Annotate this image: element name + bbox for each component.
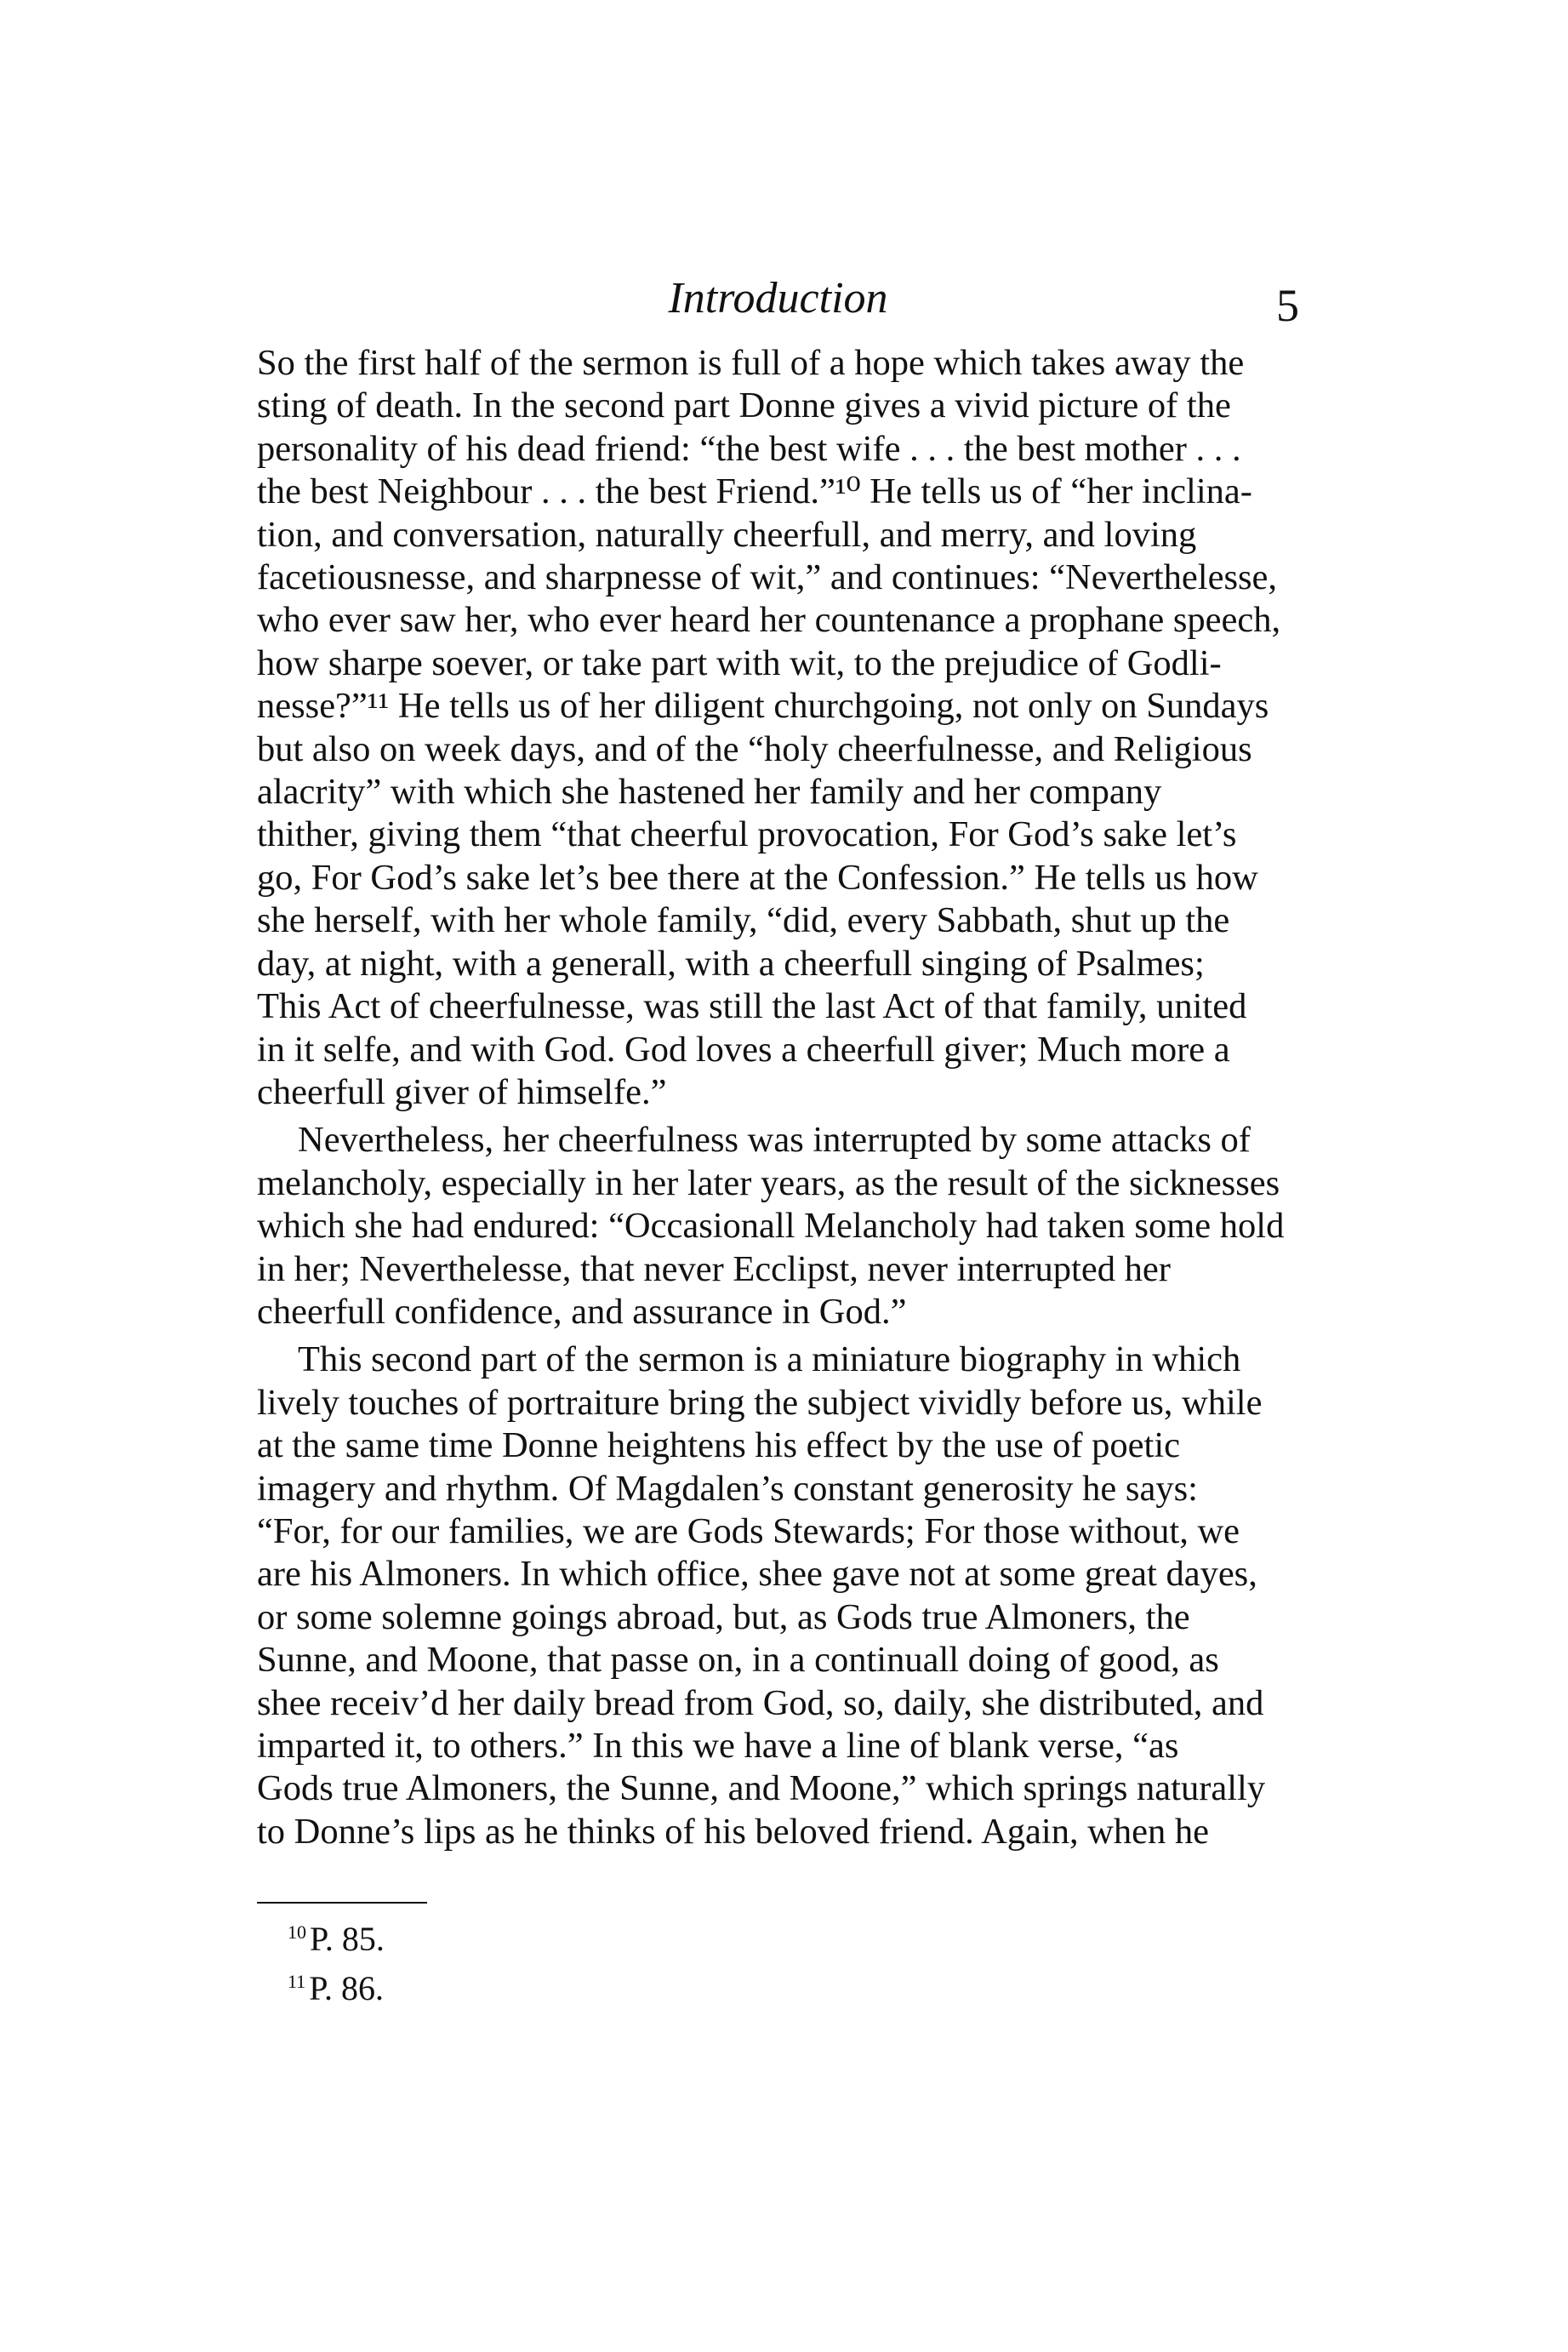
text-line: Nevertheless, her cheerfulness was interrupted by some attacks of (298, 1120, 1251, 1161)
running-title: Introduction (668, 274, 888, 323)
footnote-mark: 10 (288, 1921, 306, 1943)
text-line: to Donne’s lips as he thinks of his beloved friend. Again, when he (257, 1811, 1209, 1852)
text-line: alacrity” with which she hastened her family and her company (257, 772, 1162, 813)
text-line: Gods true Almoners, the Sunne, and Moone,” which springs naturally (257, 1768, 1266, 1809)
text-line: “For, for our families, we are Gods Stewards; For those without, we (257, 1510, 1240, 1551)
running-head (257, 269, 1299, 331)
text-line: she herself, with her whole family, “did, every Sabbath, shut up the (257, 900, 1230, 941)
text-line: lively touches of portraiture bring the subject vividly before us, while (257, 1382, 1263, 1423)
text-line: personality of his dead friend: “the best wife . . . the best mother . . . (257, 428, 1241, 469)
text-line: imagery and rhythm. Of Magdalen’s constant generosity he says: (257, 1468, 1198, 1509)
footnote (257, 1961, 767, 2010)
text-line: how sharpe soever, or take part with wit, to the prejudice of Godli- (257, 642, 1222, 683)
text-line: which she had endured: “Occasionall Melancholy had taken some hold (257, 1206, 1285, 1247)
text-line: or some solemne goings abroad, but, as Gods true Almoners, the (257, 1596, 1190, 1637)
text-line: cheerfull confidence, and assurance in God.” (257, 1291, 907, 1332)
text-line: This second part of the sermon is a miniature biography in which (298, 1339, 1241, 1380)
text-line: melancholy, especially in her later years, as the result of the sicknesses (257, 1162, 1280, 1203)
text-line: but also on week days, and of the “holy cheerfulnesse, and Religious (257, 728, 1252, 769)
footnotes (257, 1911, 767, 2010)
text-line: facetiousnesse, and sharpnesse of wit,” and continues: “Neverthelesse, (257, 557, 1278, 598)
text-line: at the same time Donne heightens his effect by the use of poetic (257, 1425, 1180, 1466)
text-line: This Act of cheerfulnesse, was still the last Act of that family, united (257, 986, 1247, 1027)
text-line: Sunne, and Moone, that passe on, in a continuall doing of good, as (257, 1640, 1219, 1681)
text-line: tion, and conversation, naturally cheerfull, and merry, and loving (257, 514, 1197, 555)
text-line: thither, giving them “that cheerful provocation, For God’s sake let’s (257, 814, 1237, 855)
text-line: nesse?”¹¹ He tells us of her diligent churchgoing, not only on Sundays (257, 686, 1269, 727)
text-line: the best Neighbour . . . the best Friend.”¹⁰ He tells us of “her inclina- (257, 471, 1252, 512)
page-number: 5 (1276, 280, 1299, 331)
text-line: day, at night, with a generall, with a cheerfull singing of Psalmes; (257, 943, 1205, 984)
text-line: imparted it, to others.” In this we have a line of blank verse, “as (257, 1726, 1179, 1766)
text-line: shee receiv’d her daily bread from God, so, daily, she distributed, and (257, 1682, 1264, 1723)
text-line: sting of death. In the second part Donne gives a vivid picture of the (257, 385, 1231, 426)
footnote-text: P. 85. (310, 1920, 385, 1958)
text-line: in her; Neverthelesse, that never Ecclipst, never interrupted her (257, 1248, 1171, 1289)
footnote-rule (257, 1902, 427, 1904)
footnote-mark: 11 (288, 1971, 306, 1992)
body-text (257, 342, 1299, 1853)
paragraph-3 (257, 1339, 1299, 1853)
paragraph-1 (257, 342, 1299, 1114)
footnote-text: P. 86. (309, 1969, 384, 2007)
text-line: in it selfe, and with God. God loves a cheerfull giver; Much more a (257, 1029, 1230, 1070)
text-line: cheerfull giver of himselfe.” (257, 1071, 667, 1112)
paragraph-2 (257, 1119, 1299, 1333)
footnote (257, 1911, 767, 1961)
text-line: are his Almoners. In which office, shee gave not at some great dayes, (257, 1554, 1257, 1595)
text-line: go, For God’s sake let’s bee there at the Confession.” He tells us how (257, 857, 1258, 898)
text-line: who ever saw her, who ever heard her countenance a prophane speech, (257, 600, 1281, 641)
text-line: So the first half of the sermon is full of a hope which takes away the (257, 343, 1245, 383)
